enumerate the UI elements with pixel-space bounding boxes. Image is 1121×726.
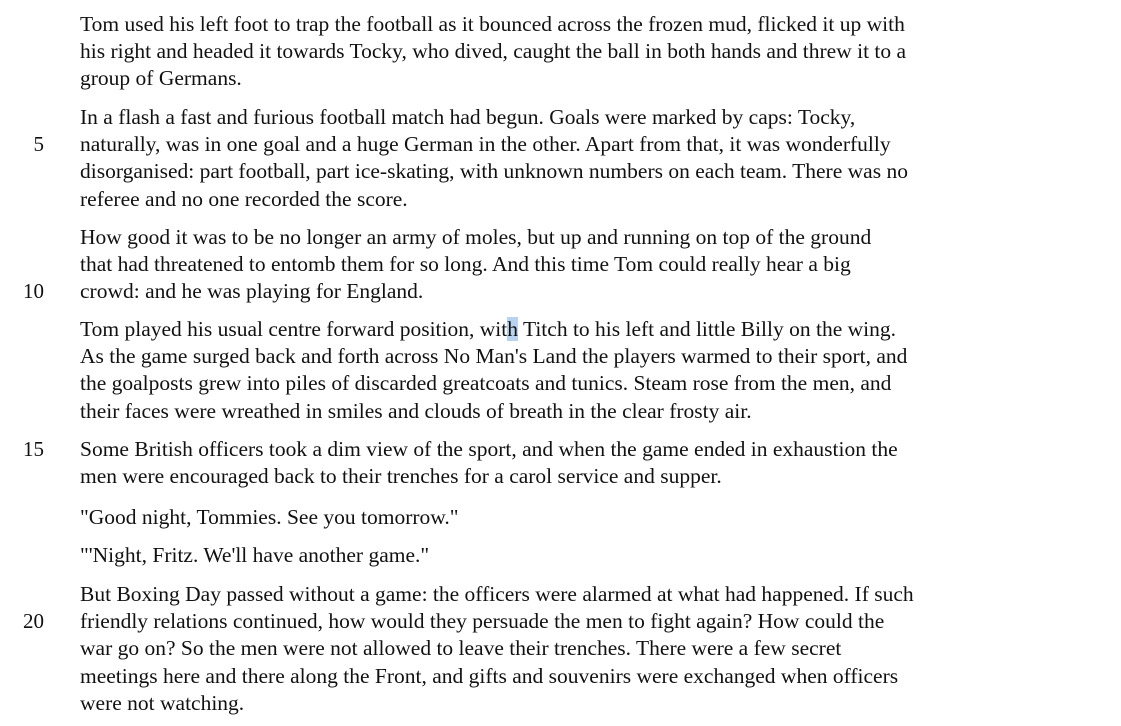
text-line: were not watching. [80,690,245,715]
paragraph-6 [80,504,1080,531]
text-line: naturally, was in one goal and a huge German in the other. Apart from that, it was wonderfully [80,132,891,157]
line-number: 5 [33,132,44,156]
text-line: referee and no one recorded the score. [80,186,408,211]
text-line: friendly relations continued, how would they persuade the men to fight again? How could the [80,609,885,634]
text-line: "Good night, Tommies. See you tomorrow." [80,505,459,529]
text-line: that had threatened to entomb them for so long. And this time Tom could really hear a big [80,252,851,277]
paragraph-7 [80,542,1080,569]
line-number: 10 [23,279,44,303]
paragraph-5 [80,436,1080,490]
text-line: crowd: and he was playing for England. [80,279,424,304]
text-line: In a flash a fast and furious football match had begun. Goals were marked by caps: Tocky, [80,105,856,129]
text-line: How good it was to be no longer an army of moles, but up and running on top of the ground [80,225,872,249]
text-line: As the game surged back and forth across No Man's Land the players warmed to their sport, and [80,344,908,369]
paragraph-8 [80,581,1080,717]
text-segment: Titch to his left and little Billy on the wing. [517,317,897,341]
text-line: meetings here and there along the Front, and gifts and souvenirs were exchanged when officers [80,663,899,688]
text-segment: Tom played his usual centre forward position, wit [80,317,508,341]
text-line: Some British officers took a dim view of the sport, and when the game ended in exhaustion the [80,437,898,461]
text-line: his right and headed it towards Tocky, who dived, caught the ball in both hands and threw it to a [80,39,907,64]
paragraph-4 [80,316,1080,425]
text-line: group of Germans. [80,66,242,91]
text-line [80,316,1080,343]
text-line: men were encouraged back to their trenches for a carol service and supper. [80,464,722,489]
text-line: disorganised: part football, part ice-skating, with unknown numbers on each team. There was no [80,159,908,184]
text-line: "'Night, Fritz. We'll have another game." [80,543,430,567]
text-line: war go on? So the men were not allowed to leave their trenches. There were a few secret [80,636,842,661]
text-line: Tom used his left foot to trap the football as it bounced across the frozen mud, flicked it up with [80,12,905,36]
selected-text-highlight[interactable]: h [507,317,518,341]
text-line: the goalposts grew into piles of discarded greatcoats and tunics. Steam rose from the men, and [80,371,892,396]
text-line: their faces were wreathed in smiles and clouds of breath in the clear frosty air. [80,398,752,423]
line-number: 15 [23,437,44,461]
paragraph-3 [80,224,1080,306]
line-number: 20 [23,609,44,633]
paragraph-1 [80,11,1080,93]
text-line: But Boxing Day passed without a game: the officers were alarmed at what had happened. If such [80,582,914,606]
paragraph-2 [80,104,1080,213]
